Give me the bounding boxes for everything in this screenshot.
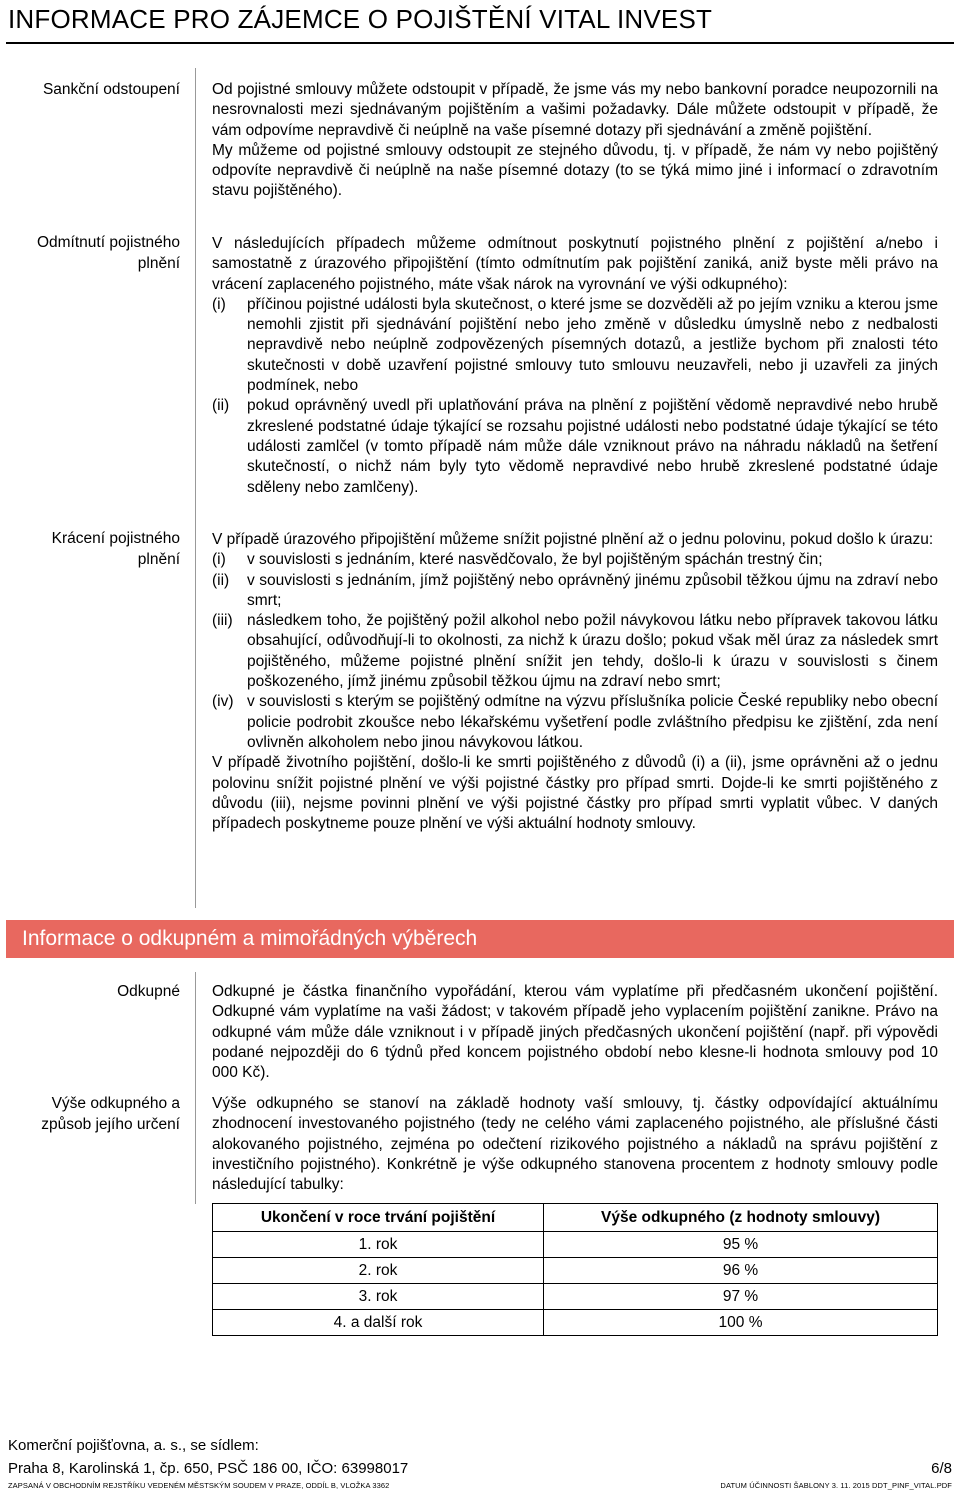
paragraph: V případě životního pojištění, došlo-li ke smrti pojištěného z důvodů (i) a (ii), jsme oprávněni až o jednu polovinu snížit pojistné plnění ve výši pojistné částky pro případ smrti. Dojde-li ke smrti pojištěného z důvodu (iii), nejsme povinni plnění ve výši pojistné částky pro případ smrti vyplatit vůbec. V daných případech poskytneme pouze plnění ve výši aktuální hodnoty smlouvy. bbox=[212, 754, 938, 833]
footer-address: Praha 8, Karolinská 1, čp. 650, PSČ 186 00, IČO: 63998017 bbox=[8, 1460, 409, 1477]
list-text: v souvislosti s kterým se pojištěný odmítne na výzvu příslušníka policie České republiky nebo obecní policie podrobit zkoušce nebo lékařskému vyšetření podle zvláštního předpisu ke zjištění, zda není ovlivněn alkoholem nebo jinou návykovou látkou. bbox=[247, 693, 938, 751]
paragraph: Výše odkupného se stanoví na základě hodnoty vaší smlouvy, tj. částky odpovídající aktuálnímu zhodnocení investovaného pojistného (tedy ne celého vámi zaplaceného pojistného, ale příslušné části alokovaného pojistného, zejména po odečtení rizikového pojistného a nákladů na správu pojištění z investičního pojistného). Konkrétně je výše odkupného stanovena procentem z hodnoty smlouvy podle následující tabulky: bbox=[212, 1095, 938, 1194]
table-cell: 1. rok bbox=[213, 1232, 544, 1258]
list-number: (iii) bbox=[212, 612, 233, 630]
column-divider bbox=[195, 68, 196, 908]
footer-page-number: 6/8 bbox=[931, 1460, 952, 1477]
footer-registry: ZAPSANÁ V OBCHODNÍM REJSTŘÍKU VEDENÉM MĚSTSKÝM SOUDEM V PRAZE, ODDÍL B, VLOŽKA 3362 bbox=[8, 1481, 390, 1490]
paragraph: V následujících případech můžeme odmítnout poskytnutí pojistného plnění z pojištění a/nebo i samostatně z úrazového připojištění (tímto odmítnutím pak pojištění zaniká, aniž byste měli právo na vrácení zaplaceného pojistného, máte však nárok na vyrovnání ve výši odkupného): bbox=[212, 235, 938, 293]
section-label-vyse: Výše odkupného a způsob jejího určení bbox=[41, 1095, 180, 1133]
paragraph: Od pojistné smlouvy můžete odstoupit v případě, že jsme vás my nebo bankovní poradce neupozornili na nesrovnalosti mezi sjednávaným pojištěním a vašimi požadavky. Dále můžete odstoupit v případě, že vám odpovíme nepravdivě či neúplně na vaše písemné dotazy při sjednávání a změně pojištění. bbox=[212, 81, 938, 139]
section-label-odkupne: Odkupné bbox=[117, 983, 180, 1000]
list-text: příčinou pojistné události byla skutečnost, o které jsme se dozvěděli až po jejím vzniku a kterou jsme nemohli zjistit při sjednávání pojištění nebo jeho změně v důsledku úmyslně nebo z nedbalosti nepravdivě nebo neúplně zodpovězených písemných dotazů, a jestliže bychom při znalosti této skutečnosti v době uzavření pojistné smlouvy tuto smlouvu neuzavřeli, nebo ji uzavřeli za jiných podmínek, nebo bbox=[247, 295, 938, 395]
table-header-cell: Výše odkupného (z hodnoty smlouvy) bbox=[544, 1204, 938, 1232]
table-cell: 97 % bbox=[544, 1284, 938, 1310]
footer-company: Komerční pojišťovna, a. s., se sídlem: bbox=[8, 1437, 259, 1454]
table-row bbox=[213, 1310, 938, 1336]
paragraph: My můžeme od pojistné smlouvy odstoupit ze stejného důvodu, tj. v případě, že nám vy nebo pojištěný odpovíte nepravdivě či neúplně na naše písemné dotazy (to se týká mimo jiné i informací o zdravotním stavu pojištěného). bbox=[212, 141, 938, 200]
section-label-odmitnuti: Odmítnutí pojistného plnění bbox=[36, 234, 180, 272]
section-text-sankcni bbox=[212, 80, 938, 202]
list-number: (ii) bbox=[212, 397, 230, 415]
footer-validity: DATUM ÚČINNOSTI ŠABLONY 3. 11. 2015 DDT_PINF_VITAL.PDF bbox=[720, 1481, 952, 1490]
list-item bbox=[212, 295, 938, 396]
section-heading-band: Informace o odkupném a mimořádných výběrech bbox=[6, 920, 954, 958]
list-item bbox=[212, 396, 938, 497]
table-cell: 3. rok bbox=[213, 1284, 544, 1310]
list-text: následkem toho, že pojištěný požil alkohol nebo požil návykovou látku nebo přípravek takovou látku obsahující, odůvodňují-li to okolnosti, za nichž k úrazu došlo; pokud však měl úraz za následek smrt pojištěného, můžeme pojistné plnění snížit jen tehdy, došlo-li k úrazu v souvislosti s činem poškozeného, jímž jinému způsobil těžkou újmu na zdraví nebo smrt; bbox=[247, 612, 938, 691]
title-divider bbox=[6, 42, 954, 44]
list-text: pokud oprávněný uvedl při uplatňování práva na plnění z pojištění vědomě nepravdivé nebo hrubě zkreslené podstatné údaje týkající se rozsahu pojistné události nebo podstatné údaje týkající se této události zamlčel (v tomto případě nám může dále vzniknout právo na náhradu nákladů na šetření skutečností, o nichž nám byly tyto vědomě nepravdivé nebo hrubě zkreslené podstatné údaje sděleny nebo zamlčeny). bbox=[247, 397, 938, 496]
table-cell: 95 % bbox=[544, 1232, 938, 1258]
table-cell: 4. a další rok bbox=[213, 1310, 544, 1336]
paragraph: V případě úrazového připojištění můžeme snížit pojistné plnění až o jednu polovinu, pokud došlo k úrazu: bbox=[212, 531, 934, 548]
section-text-odkupne bbox=[212, 982, 938, 1083]
table-cell: 2. rok bbox=[213, 1258, 544, 1284]
section-text-odmitnuti bbox=[212, 234, 938, 498]
section-label-sankcni: Sankční odstoupení bbox=[42, 81, 180, 98]
table-row bbox=[213, 1258, 938, 1284]
list-text: v souvislosti s jednáním, jímž pojištěný nebo oprávněný jinému způsobil těžkou újmu na zdraví nebo smrt; bbox=[247, 571, 938, 609]
page-title: INFORMACE PRO ZÁJEMCE O POJIŠTĚNÍ VITAL INVEST bbox=[8, 4, 713, 34]
list-text: v souvislosti s jednáním, které nasvědčovalo, že byl pojištěným spáchán trestný čin; bbox=[247, 551, 823, 569]
table-row bbox=[213, 1284, 938, 1310]
table-cell: 100 % bbox=[544, 1310, 938, 1336]
list-number: (i) bbox=[212, 295, 226, 313]
list-item bbox=[212, 692, 938, 753]
paragraph: Odkupné je částka finančního vypořádání, kterou vám vyplatíme při předčasném ukončení pojištění. Odkupné vám vyplatíme na vaši žádost; v takovém případě jeho vyplacením pojištění zanikne. Právo na odkupné vám může dále vzniknout i v případě jiných předčasných ukončení pojištění (např. při výpovědi podané nejpozději do 6 týdnů před koncem pojistného období nebo klesne-li hodnota smlouvy pod 10 000 Kč). bbox=[212, 983, 938, 1082]
table-row bbox=[213, 1232, 938, 1258]
list-number: (iv) bbox=[212, 693, 234, 711]
list-item bbox=[212, 550, 938, 570]
table-header-row bbox=[213, 1204, 938, 1232]
list-number: (ii) bbox=[212, 571, 230, 589]
table-header-cell: Ukončení v roce trvání pojištění bbox=[213, 1204, 544, 1232]
list-item bbox=[212, 571, 938, 612]
list-number: (i) bbox=[212, 551, 226, 569]
surrender-value-table bbox=[212, 1203, 938, 1336]
section-text-kraceni bbox=[212, 530, 938, 834]
section-text-vyse bbox=[212, 1094, 938, 1195]
column-divider bbox=[195, 972, 196, 1204]
list-item bbox=[212, 611, 938, 692]
section-label-kraceni: Krácení pojistného plnění bbox=[51, 530, 180, 568]
table-cell: 96 % bbox=[544, 1258, 938, 1284]
